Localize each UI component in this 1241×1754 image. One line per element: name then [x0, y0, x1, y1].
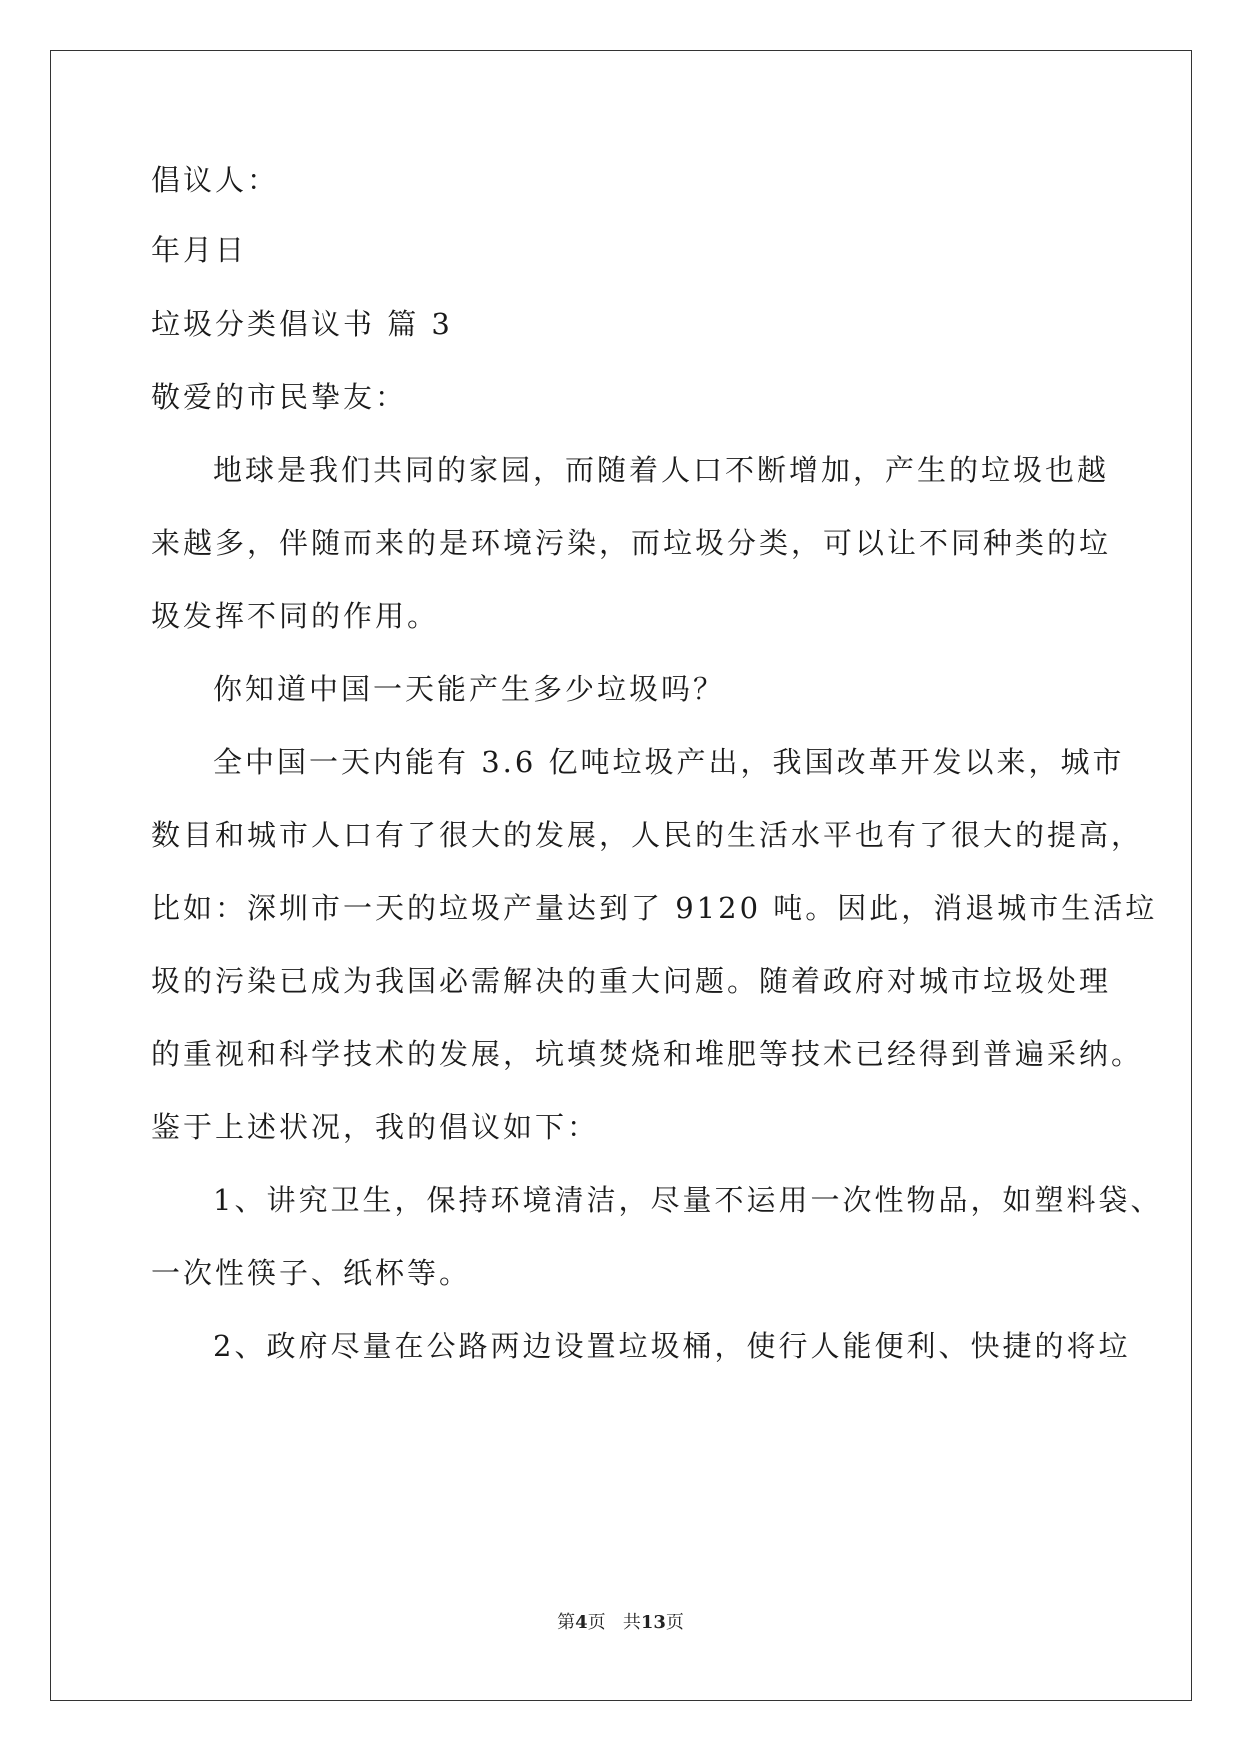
- paragraph-line: 来越多，伴随而来的是环境污染，而垃圾分类，可以让不同种类的垃: [151, 526, 1112, 560]
- section-heading: 垃圾分类倡议书 篇 3: [151, 307, 453, 341]
- paragraph-line: 全中国一天内能有 3.6 亿吨垃圾产出，我国改革开发以来，城市: [213, 745, 1125, 779]
- paragraph-line: 鉴于上述状况，我的倡议如下：: [151, 1110, 600, 1144]
- paragraph-line: 比如：深圳市一天的垃圾产量达到了 9120 吨。因此，消退城市生活垃: [151, 891, 1158, 925]
- list-item-line: 一次性筷子、纸杯等。: [151, 1256, 472, 1290]
- paragraph-line: 你知道中国一天能产生多少垃圾吗？: [213, 672, 726, 706]
- list-item-line: 1、讲究卫生，保持环境清洁，尽量不运用一次性物品，如塑料袋、: [213, 1183, 1163, 1217]
- paragraph-line: 的重视和科学技术的发展，坑填焚烧和堆肥等技术已经得到普遍采纳。: [151, 1037, 1144, 1071]
- page-total: 13: [640, 1612, 666, 1633]
- page-footer: [0, 1611, 1241, 1635]
- paragraph-line: 地球是我们共同的家园，而随着人口不断增加，产生的垃圾也越: [213, 453, 1110, 487]
- paragraph-line: 圾的污染已成为我国必需解决的重大问题。随着政府对城市垃圾处理: [151, 964, 1112, 998]
- signatory-label: 倡议人：: [151, 163, 280, 197]
- page-border: [50, 50, 1192, 1701]
- total-prefix: 共: [622, 1612, 641, 1633]
- paragraph-line: 圾发挥不同的作用。: [151, 599, 440, 633]
- page-suffix: 页: [587, 1612, 606, 1633]
- total-suffix: 页: [665, 1612, 684, 1633]
- page-prefix: 第: [557, 1612, 576, 1633]
- list-item-line: 2、政府尽量在公路两边设置垃圾桶，使行人能便利、快捷的将垃: [213, 1329, 1131, 1363]
- salutation: 敬爱的市民挚友：: [151, 380, 408, 414]
- paragraph-line: 数目和城市人口有了很大的发展，人民的生活水平也有了很大的提高，: [151, 818, 1144, 852]
- date-line: 年月日: [151, 233, 248, 267]
- page-current: 4: [575, 1612, 588, 1633]
